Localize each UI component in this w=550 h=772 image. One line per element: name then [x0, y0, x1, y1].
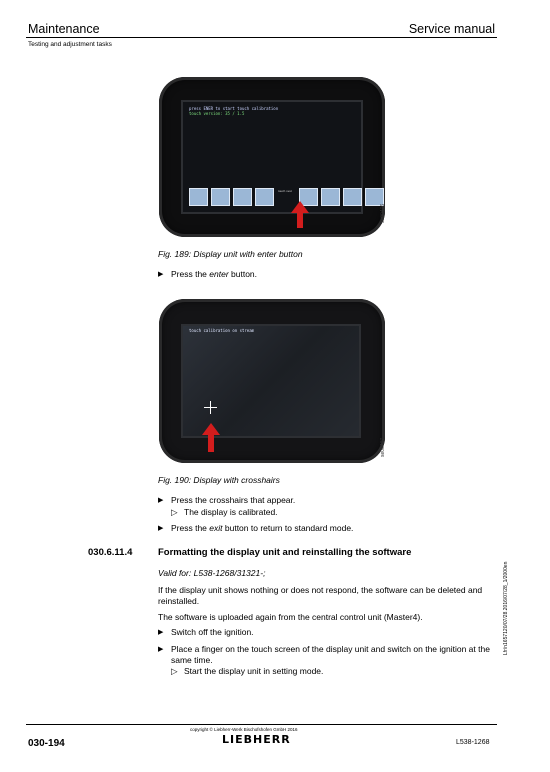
softkey-touch-next[interactable]: touch next — [277, 188, 296, 206]
section-title: Formatting the display unit and reinstalling the software — [158, 547, 412, 558]
display-screen — [181, 324, 361, 438]
softkey-row — [189, 188, 384, 206]
page-number: 030-194 — [28, 738, 65, 749]
document-id-vertical: Lfr/n1657120/07/28.2016/07/28_1/2000en — [503, 561, 509, 655]
figure-190-caption: Fig. 190: Display with crosshairs — [158, 475, 280, 485]
step-emphasis: exit — [209, 523, 223, 533]
section-number: 030.6.11.4 — [88, 547, 133, 558]
step-bullet-icon: ▶ — [158, 271, 164, 278]
step-bullet-icon: ▶ — [158, 525, 164, 532]
step-place-finger: Place a finger on the touch screen of the display unit and switch on the ignition at the same time. — [171, 644, 490, 665]
result-display-calibrated: The display is calibrated. — [184, 507, 278, 517]
screen-line-1: touch calibration on stream — [189, 328, 255, 333]
section-paragraph-1: If the display unit shows nothing or does not respond, the software can be deleted and reinstalled. — [158, 585, 483, 606]
figure-code: se00406 — [380, 203, 386, 223]
step-text-end: button. — [228, 269, 258, 279]
header-manual-title: Service manual — [408, 22, 495, 36]
step-press-crosshairs: Press the crosshairs that appear. — [171, 495, 296, 505]
result-icon: ▷ — [171, 666, 178, 676]
result-setting-mode: Start the display unit in setting mode. — [184, 666, 324, 676]
footer-divider — [26, 724, 497, 725]
softkey-3[interactable] — [233, 188, 252, 206]
figure-code: se00407 — [380, 437, 386, 457]
softkey-4[interactable] — [255, 188, 274, 206]
header-subtitle: Testing and adjustment tasks — [28, 41, 112, 48]
step-press-enter — [171, 269, 257, 280]
step-emphasis: enter — [209, 269, 229, 279]
footer-copyright: copyright © Liebherr-Werk Bischofshofen GmbH 2016 — [190, 727, 298, 732]
step-switch-off-ignition: Switch off the ignition. — [171, 627, 254, 637]
crosshair-icon[interactable] — [204, 401, 217, 414]
softkey-2[interactable] — [211, 188, 230, 206]
footer-model: L538-1268 — [456, 739, 490, 746]
screen-line-2: touch version: 35 / 1.5 — [189, 111, 245, 116]
softkey-8[interactable] — [343, 188, 362, 206]
step-bullet-icon: ▶ — [158, 497, 164, 504]
valid-for: Valid for: L538-1268/31321-; — [158, 568, 266, 578]
figure-189-caption: Fig. 189: Display unit with enter button — [158, 249, 303, 259]
liebherr-logo: LIEBHERR — [222, 733, 291, 746]
step-text: Press the — [171, 269, 210, 279]
result-icon: ▷ — [171, 507, 178, 517]
enter-softkey[interactable] — [321, 188, 340, 206]
header-section-title: Maintenance — [28, 22, 100, 36]
step-bullet-icon: ▶ — [158, 646, 164, 653]
figure-189-photo — [157, 75, 387, 240]
display-screen — [181, 100, 363, 214]
step-text-end: button to return to standard mode. — [222, 523, 354, 533]
step-press-exit — [171, 523, 353, 534]
softkey-1[interactable] — [189, 188, 208, 206]
step-bullet-icon: ▶ — [158, 629, 164, 636]
figure-190-photo — [157, 297, 387, 465]
red-arrow-shaft — [208, 434, 214, 452]
step-text: Press the — [171, 523, 210, 533]
red-arrow-shaft — [297, 212, 303, 228]
header-divider — [26, 37, 497, 38]
section-paragraph-2: The software is uploaded again from the central control unit (Master4). — [158, 612, 423, 622]
screen-line-1: press ENER to start touch calibration — [189, 106, 279, 111]
